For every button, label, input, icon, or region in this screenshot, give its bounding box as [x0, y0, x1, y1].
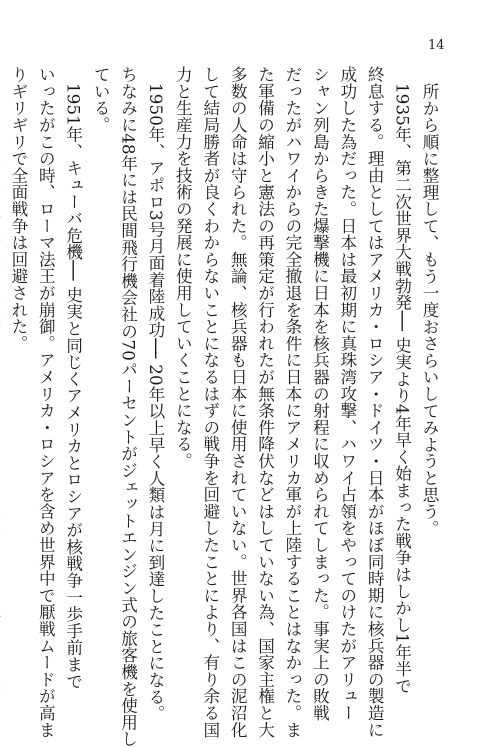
text-line: だったがハワイからの完全撤退を条件に日本にアメリカ軍が上陸することはなかった。ま	[282, 66, 302, 738]
text-line: 終息する。理由としてはアメリカ・ロシア・ドイツ・日本がほぼ同時期に核兵器の製造に	[365, 66, 385, 738]
text-line: 力と生産力を技術の発展に使用していくことになる。	[173, 66, 193, 470]
text-line: た軍備の縮小と憲法の再策定が行われたが無条件降伏などはしていない為、国家主権と大	[255, 66, 275, 738]
text-line: りギリギリで全面戦争は回避された。	[8, 66, 28, 352]
text-line	[0, 66, 5, 666]
text-line: 1950年、アポロ3号月面着陸成功── 20年以上早く人類は月に到達したことになる。	[145, 82, 165, 722]
text-line: ちなみに48年には民間飛行機会社の70パーセントがジェットエンジン式の旅客機を使用し	[118, 66, 138, 747]
text-line: ている。	[91, 66, 111, 134]
text-line: して結局勝者が良くわからないことになるはずの戦争を回避したことにより、有り余る国	[200, 66, 220, 738]
body-text	[8, 66, 443, 747]
text-line: 多数の人命は守られた。無論、核兵器も日本に使用されていない。世界各国はこの泥沼化	[228, 66, 248, 738]
text-line: 1935年、第二次世界大戦勃発── 史実より4年早く始まった戦争はしかし1年半で	[392, 82, 412, 694]
text-line: 所から順に整理して、もう一度おさらいしてみようと思う。	[420, 82, 439, 537]
text-line: いったがこの時、ローマ法王が崩御。アメリカ・ロシアを含め世界中で厭戦ムードが高ま	[36, 66, 56, 738]
text-line: 1951年、キューバ危機── 史実と同じくアメリカとロシアが核戦争一歩手前まで	[63, 82, 83, 690]
text-line: シャン列島からきた爆撃機に日本を核兵器の射程に収められてしまった。事実上の敗戦	[310, 66, 330, 722]
page-number: 14	[428, 38, 445, 53]
text-line: 成功した為だった。日本は最初期に真珠湾攻撃、ハワイ占領をやってのけたがアリュー	[337, 66, 357, 722]
